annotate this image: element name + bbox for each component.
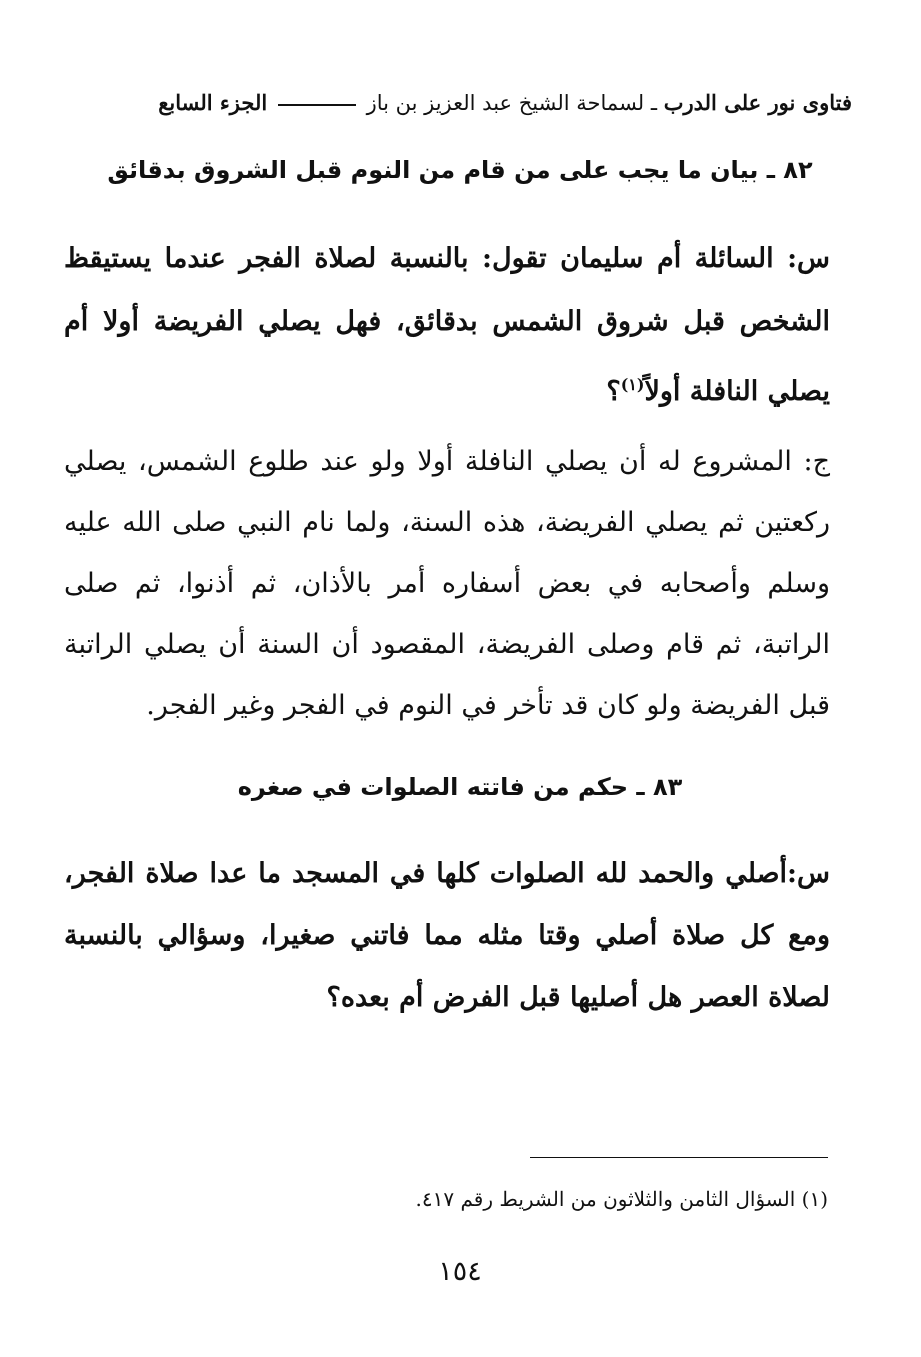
question-paragraph-83: س:أصلي والحمد لله الصلوات كلها في المسجد ما عدا صلاة الفجر، ومع كل صلاة أصلي وقتا مثله مما فاتني صغيرا، وسؤالي بالنسبة لصلاة العصر هل أصليها قبل الفرض أم بعده؟: [64, 858, 830, 1013]
footnote: (١) السؤال الثامن والثلاثون من الشريط رقم ٤١٧.: [415, 1187, 828, 1211]
footnote-divider: [530, 1157, 828, 1158]
volume-label: الجزء السابع: [158, 90, 268, 115]
book-title: فتاوى نور على الدرب: [663, 90, 852, 115]
answer-paragraph-82: ج: المشروع له أن يصلي النافلة أولا ولو عند طلوع الشمس، يصلي ركعتين ثم يصلي الفريضة، هذه السنة، ولما نام النبي صلى الله عليه وسلم وأصحابه في بعض أسفاره أمر بالأذان، ثم أذنوا، ثم صلى الراتبة، ثم قام وصلى الفريضة، المقصود أن السنة أن يصلي الراتبة قبل الفريضة ولو كان قد تأخر في النوم في الفجر وغير الفجر.: [64, 446, 830, 721]
section-heading-83: ٨٣ ـ حكم من فاتته الصلوات في صغره: [237, 773, 683, 801]
footnote-marker: (١): [620, 375, 645, 394]
page-number: ١٥٤: [438, 1256, 482, 1287]
section-heading-82: ٨٢ ـ بيان ما يجب على من قام من النوم قبل الشروق بدقائق: [107, 156, 813, 184]
question-mark: ؟: [606, 376, 621, 407]
question-text: س: السائلة أم سليمان تقول: بالنسبة لصلاة الفجر عندما يستيقظ الشخص قبل شروق الشمس بدقائق، فهل يصلي الفريضة أولا أم يصلي النافلة أولاً: [64, 243, 830, 407]
author-credit: ـ لسماحة الشيخ عبد العزيز بن باز: [366, 91, 658, 115]
question-paragraph-82: [64, 227, 830, 423]
header-dash: [278, 104, 356, 106]
running-header: [72, 86, 852, 120]
